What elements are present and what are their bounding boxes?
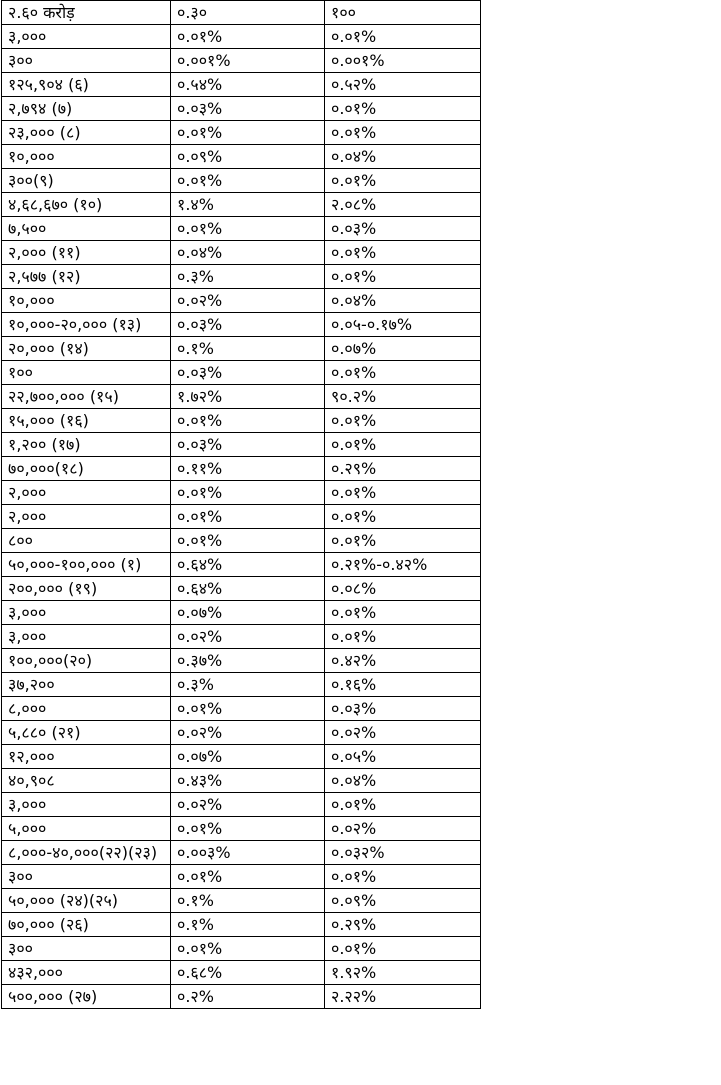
cell-percent-b: ०.०१% [325, 505, 481, 529]
cell-population: ८,०००-४०,०००(२२)(२३) [2, 841, 171, 865]
cell-population: ३०० [2, 49, 171, 73]
cell-percent-a: ०.०१% [171, 865, 325, 889]
table-row [2, 553, 481, 577]
cell-population: १२५,९०४ (६) [2, 73, 171, 97]
cell-population: ७०,००० (२६) [2, 913, 171, 937]
cell-population: ७,५०० [2, 217, 171, 241]
cell-population: ५०,०००-१००,००० (१) [2, 553, 171, 577]
cell-percent-a: ०.०१% [171, 121, 325, 145]
cell-percent-b: ०.०१% [325, 265, 481, 289]
table-row [2, 73, 481, 97]
table-row [2, 505, 481, 529]
table-row [2, 433, 481, 457]
cell-percent-b: १.९२% [325, 961, 481, 985]
table-row [2, 97, 481, 121]
cell-population: १००,०००(२०) [2, 649, 171, 673]
table-row [2, 865, 481, 889]
cell-percent-b: १०० [325, 1, 481, 25]
cell-percent-a: ०.०१% [171, 697, 325, 721]
cell-population: २२,७००,००० (१५) [2, 385, 171, 409]
cell-population: २३,००० (८) [2, 121, 171, 145]
table-row [2, 961, 481, 985]
cell-percent-a: ०.६४% [171, 553, 325, 577]
cell-population: ३००(९) [2, 169, 171, 193]
cell-population: ३०० [2, 865, 171, 889]
cell-percent-b: ०.१६% [325, 673, 481, 697]
data-table [1, 0, 481, 1009]
cell-percent-a: ०.३० [171, 1, 325, 25]
cell-population: १५,००० (१६) [2, 409, 171, 433]
cell-percent-a: ०.०१% [171, 169, 325, 193]
table-row [2, 481, 481, 505]
cell-percent-b: ०.०१% [325, 625, 481, 649]
cell-percent-b: २.२२% [325, 985, 481, 1009]
cell-population: २,००० (११) [2, 241, 171, 265]
cell-population: ३,००० [2, 25, 171, 49]
table-row [2, 625, 481, 649]
cell-percent-b: ०.०१% [325, 937, 481, 961]
cell-percent-a: ०.०२% [171, 721, 325, 745]
cell-percent-a: ०.०१% [171, 217, 325, 241]
table-row [2, 49, 481, 73]
cell-percent-b: ०.०३२% [325, 841, 481, 865]
table-row [2, 169, 481, 193]
table-row [2, 337, 481, 361]
cell-percent-a: ०.१% [171, 889, 325, 913]
cell-percent-b: ०.०४% [325, 769, 481, 793]
cell-percent-b: ०.०३% [325, 697, 481, 721]
cell-percent-b: ०.०१% [325, 121, 481, 145]
cell-population: २००,००० (१९) [2, 577, 171, 601]
cell-percent-a: ०.४३% [171, 769, 325, 793]
cell-percent-b: ०.००१% [325, 49, 481, 73]
cell-population: २,७९४ (७) [2, 97, 171, 121]
cell-percent-b: ०.०१% [325, 409, 481, 433]
cell-percent-a: १.७२% [171, 385, 325, 409]
cell-percent-b: ०.०१% [325, 481, 481, 505]
cell-percent-a: ०.०७% [171, 745, 325, 769]
cell-population: २,००० [2, 505, 171, 529]
cell-percent-a: ०.०२% [171, 793, 325, 817]
table-row [2, 265, 481, 289]
cell-percent-a: ०.०७% [171, 601, 325, 625]
cell-percent-a: ०.२% [171, 985, 325, 1009]
cell-percent-a: ०.०४% [171, 241, 325, 265]
cell-population: १०,०००-२०,००० (१३) [2, 313, 171, 337]
cell-population: ८०० [2, 529, 171, 553]
cell-percent-b: ०.०१% [325, 97, 481, 121]
cell-percent-b: ०.५२% [325, 73, 481, 97]
cell-population: १०० [2, 361, 171, 385]
cell-population: ५,८८० (२१) [2, 721, 171, 745]
table-row [2, 217, 481, 241]
table-row [2, 1, 481, 25]
table-row [2, 241, 481, 265]
table-row [2, 721, 481, 745]
cell-population: ५०,००० (२४)(२५) [2, 889, 171, 913]
table-body [2, 1, 481, 1009]
table-row [2, 601, 481, 625]
table-row [2, 937, 481, 961]
table-row [2, 313, 481, 337]
cell-percent-b: ०.०७% [325, 337, 481, 361]
cell-population: ३,००० [2, 601, 171, 625]
cell-percent-a: ०.१% [171, 913, 325, 937]
cell-percent-b: ०.०९% [325, 889, 481, 913]
table-row [2, 697, 481, 721]
cell-percent-a: ०.०३% [171, 361, 325, 385]
cell-percent-b: ०.०१% [325, 169, 481, 193]
table-row [2, 145, 481, 169]
cell-percent-b: ०.०२% [325, 817, 481, 841]
cell-percent-a: ०.००१% [171, 49, 325, 73]
table-row [2, 385, 481, 409]
cell-percent-a: ०.११% [171, 457, 325, 481]
cell-population: ४,६८,६७० (१०) [2, 193, 171, 217]
table-row [2, 289, 481, 313]
cell-population: २०,००० (१४) [2, 337, 171, 361]
cell-percent-b: ०.०८% [325, 577, 481, 601]
table-row [2, 121, 481, 145]
table-row [2, 793, 481, 817]
cell-percent-b: ०.०१% [325, 601, 481, 625]
cell-percent-b: ०.४२% [325, 649, 481, 673]
cell-percent-b: ०.०१% [325, 241, 481, 265]
cell-population: ३,००० [2, 793, 171, 817]
cell-percent-a: ०.५४% [171, 73, 325, 97]
cell-percent-b: ०.२१%-०.४२% [325, 553, 481, 577]
table-row [2, 193, 481, 217]
cell-percent-b: ०.२९% [325, 913, 481, 937]
cell-population: ५००,००० (२७) [2, 985, 171, 1009]
cell-percent-b: ०.२९% [325, 457, 481, 481]
cell-percent-a: ०.०३% [171, 313, 325, 337]
cell-population: ४०,९०८ [2, 769, 171, 793]
cell-percent-b: ०.०१% [325, 529, 481, 553]
cell-percent-a: ०.०१% [171, 409, 325, 433]
cell-percent-a: ०.०३% [171, 433, 325, 457]
table-row [2, 529, 481, 553]
cell-percent-a: ०.६४% [171, 577, 325, 601]
cell-population: ३०० [2, 937, 171, 961]
cell-percent-b: ०.०१% [325, 865, 481, 889]
table-row [2, 745, 481, 769]
cell-percent-a: ०.००३% [171, 841, 325, 865]
cell-population: ८,००० [2, 697, 171, 721]
cell-percent-a: ०.०९% [171, 145, 325, 169]
cell-percent-a: ०.०१% [171, 505, 325, 529]
cell-percent-b: २.०८% [325, 193, 481, 217]
cell-percent-a: ०.०१% [171, 529, 325, 553]
cell-population: १०,००० [2, 145, 171, 169]
cell-percent-b: ९०.२% [325, 385, 481, 409]
cell-percent-b: ०.०१% [325, 25, 481, 49]
table-row [2, 577, 481, 601]
cell-percent-a: ०.३% [171, 673, 325, 697]
cell-population: ७०,०००(१८) [2, 457, 171, 481]
cell-percent-a: ०.०३% [171, 97, 325, 121]
table-row [2, 817, 481, 841]
table-row [2, 913, 481, 937]
cell-population: १०,००० [2, 289, 171, 313]
cell-population: २,००० [2, 481, 171, 505]
cell-percent-b: ०.०३% [325, 217, 481, 241]
table-row [2, 361, 481, 385]
table-row [2, 889, 481, 913]
cell-percent-a: ०.३% [171, 265, 325, 289]
cell-percent-a: ०.०१% [171, 481, 325, 505]
table-row [2, 25, 481, 49]
cell-population: ४३२,००० [2, 961, 171, 985]
cell-percent-a: ०.०२% [171, 625, 325, 649]
cell-percent-a: ०.३७% [171, 649, 325, 673]
cell-percent-a: १.४% [171, 193, 325, 217]
cell-population: २,५७७ (१२) [2, 265, 171, 289]
cell-percent-b: ०.०५-०.१७% [325, 313, 481, 337]
table-row [2, 841, 481, 865]
cell-percent-a: ०.०२% [171, 289, 325, 313]
cell-population: ५,००० [2, 817, 171, 841]
cell-percent-a: ०.१% [171, 337, 325, 361]
table-row [2, 673, 481, 697]
cell-population: १२,००० [2, 745, 171, 769]
cell-population: १,२०० (१७) [2, 433, 171, 457]
table-row [2, 409, 481, 433]
cell-percent-b: ०.०१% [325, 361, 481, 385]
table-row [2, 649, 481, 673]
table-row [2, 457, 481, 481]
cell-percent-a: ०.०१% [171, 25, 325, 49]
cell-percent-b: ०.०१% [325, 433, 481, 457]
cell-percent-b: ०.०१% [325, 793, 481, 817]
cell-population: ३,००० [2, 625, 171, 649]
cell-percent-b: ०.०४% [325, 289, 481, 313]
table-row [2, 985, 481, 1009]
cell-percent-a: ०.०१% [171, 817, 325, 841]
cell-population: ३७,२०० [2, 673, 171, 697]
cell-percent-a: ०.६८% [171, 961, 325, 985]
cell-percent-b: ०.०५% [325, 745, 481, 769]
cell-percent-b: ०.०२% [325, 721, 481, 745]
table-row [2, 769, 481, 793]
cell-percent-b: ०.०४% [325, 145, 481, 169]
cell-percent-a: ०.०१% [171, 937, 325, 961]
cell-population: २.६० करोड़ [2, 1, 171, 25]
